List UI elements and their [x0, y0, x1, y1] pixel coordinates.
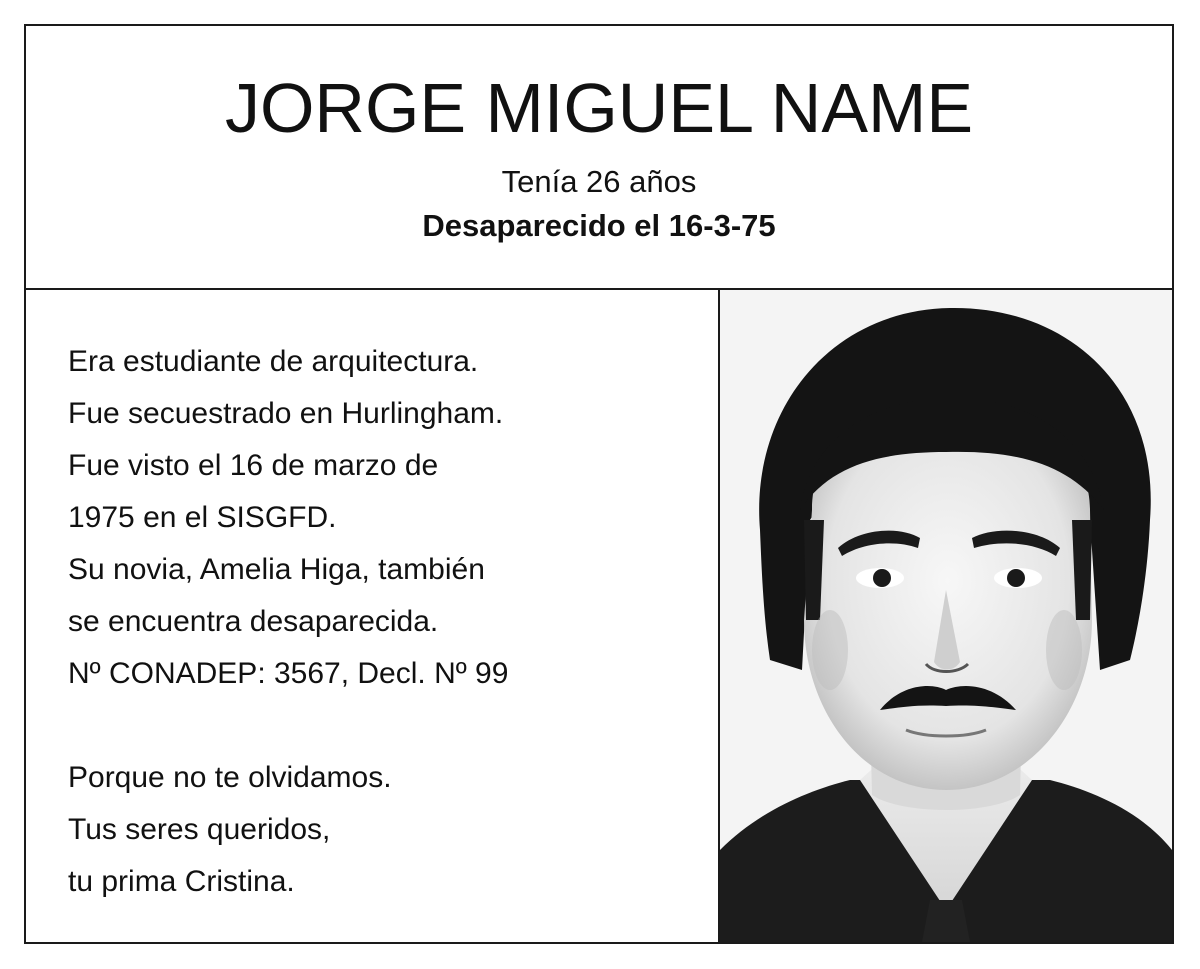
bio-line: Era estudiante de arquitectura.	[68, 345, 479, 378]
bio-line: Nº CONADEP: 3567, Decl. Nº 99	[68, 657, 509, 690]
memorial-notice	[24, 24, 1174, 944]
bio-line: se encuentra desaparecida.	[68, 605, 439, 638]
age-text: Tenía 26 años	[501, 164, 697, 199]
portrait-icon	[720, 290, 1172, 942]
biography	[68, 336, 508, 700]
bio-line: Su novia, Amelia Higa, también	[68, 553, 485, 586]
disappearance-date: Desaparecido el 16-3-75	[422, 208, 776, 243]
portrait-photo	[720, 290, 1172, 942]
dedication-line: Porque no te olvidamos.	[68, 761, 392, 794]
bio-line: 1975 en el SISGFD.	[68, 501, 337, 534]
person-name: JORGE MIGUEL NAME	[224, 69, 974, 147]
bio-line: Fue visto el 16 de marzo de	[68, 449, 439, 482]
text-panel	[26, 290, 720, 942]
dedication	[68, 752, 392, 908]
dedication-line: Tus seres queridos,	[68, 813, 331, 846]
bio-line: Fue secuestrado en Hurlingham.	[68, 397, 504, 430]
dedication-line: tu prima Cristina.	[68, 865, 295, 898]
notice-header	[26, 26, 1172, 290]
